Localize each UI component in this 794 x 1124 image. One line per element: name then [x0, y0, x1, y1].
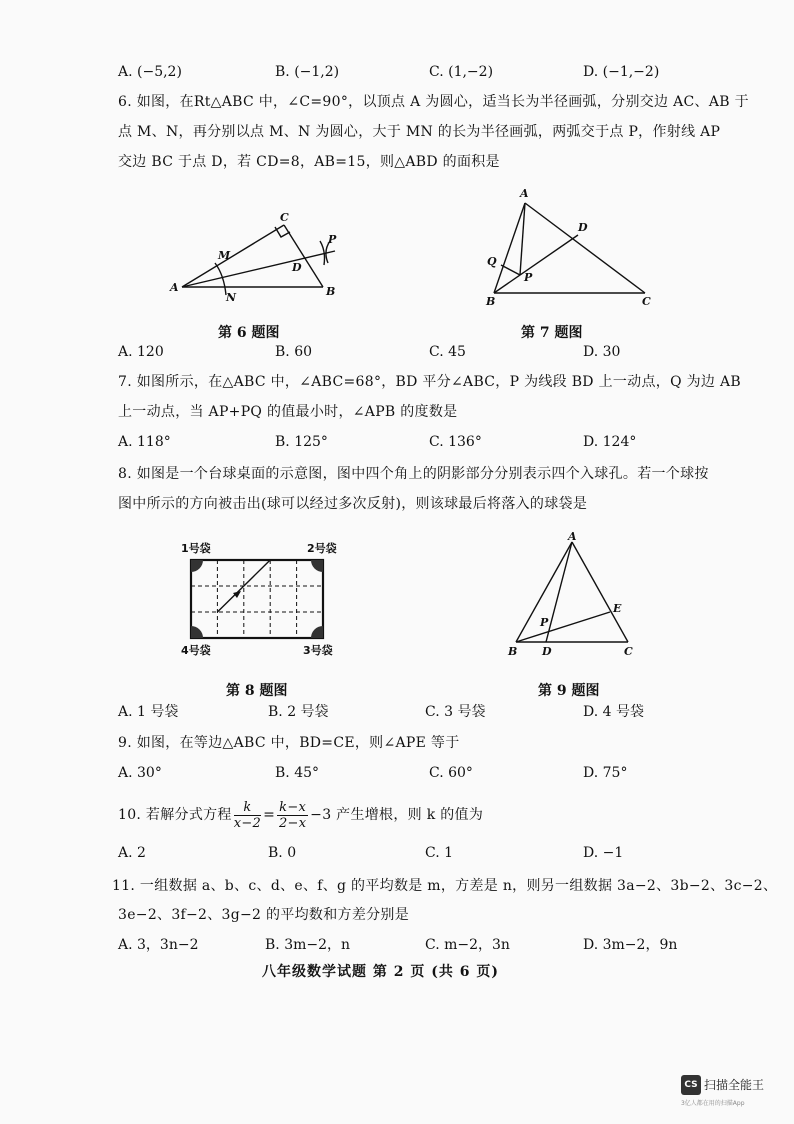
figure-9	[500, 530, 645, 660]
fig6-segment-ac	[182, 225, 284, 287]
fig8-pocket-1-label: 1号袋	[181, 542, 211, 555]
fig7-label-p: P	[524, 271, 533, 284]
scanner-watermark	[681, 1074, 764, 1107]
q6-option-d: D. 30	[583, 344, 621, 360]
q5-option-c: C. (1,−2)	[429, 64, 494, 80]
q10-prefix: 10. 若解分式方程	[118, 807, 232, 823]
q8-option-b: B. 2 号袋	[268, 704, 329, 720]
fig6-label-c: C	[280, 211, 289, 224]
fig7-label-q: Q	[487, 255, 497, 268]
q8-line-2: 图中所示的方向被击出(球可以经过多次反射)，则该球最后将落入的球袋是	[118, 496, 588, 512]
fig7-caption: 第 7 题图	[521, 325, 583, 341]
fig7-segment-bd	[494, 235, 578, 293]
fig7-label-c: C	[642, 295, 651, 308]
q10-frac2-den: 2−x	[278, 815, 307, 831]
q5-option-d: D. (−1,−2)	[583, 64, 660, 80]
fig8-caption: 第 8 题图	[226, 683, 288, 699]
fig8-pocket-4-label: 4号袋	[181, 644, 211, 657]
q10-suffix: −3 产生增根，则 k 的值为	[310, 807, 484, 823]
scanner-slogan: 3亿人都在用的扫描App	[680, 1099, 745, 1107]
q9-option-d: D. 75°	[583, 765, 628, 781]
q11-line-1: 11. 一组数据 a、b、c、d、e、f、g 的平均数是 m，方差是 n，则另一组数据 3a−2、3b−2、3c−2、	[112, 878, 778, 894]
fig6-arc-p1	[320, 241, 325, 265]
q10-fraction-1	[234, 800, 261, 831]
q6-line-3: 交边 BC 于点 D，若 CD=8，AB=15，则△ABD 的面积是	[118, 154, 500, 170]
fig7-label-a: A	[520, 187, 529, 200]
fig9-segment-ac	[572, 542, 628, 642]
fig7-segment-ac	[525, 203, 645, 293]
q6-option-a: A. 120	[118, 344, 164, 360]
fig9-segment-ad	[546, 542, 572, 642]
fig8-pocket-2	[311, 560, 323, 572]
q10-option-a: A. 2	[118, 845, 146, 861]
fig7-label-d: D	[578, 221, 588, 234]
q10-option-d: D. −1	[583, 845, 624, 861]
q11-option-d: D. 3m−2，9n	[583, 937, 678, 953]
q10-option-b: B. 0	[268, 845, 297, 861]
fig9-label-c: C	[624, 645, 633, 658]
q8-option-d: D. 4 号袋	[583, 704, 644, 720]
fig6-label-b: B	[326, 285, 336, 298]
fig6-label-p: P	[328, 233, 337, 246]
fig8-table	[191, 560, 323, 638]
q10-equals: =	[263, 807, 276, 823]
q10-frac1-den: x−2	[233, 815, 262, 831]
fig8-pocket-2-label: 2号袋	[307, 542, 337, 555]
fig8-pocket-3-label: 3号袋	[303, 644, 333, 657]
fig6-label-m: M	[218, 249, 231, 262]
q6-option-b: B. 60	[275, 344, 313, 360]
q5-option-a: A. (−5,2)	[118, 64, 182, 80]
q11-option-a: A. 3，3n−2	[118, 937, 199, 953]
fig6-caption: 第 6 题图	[218, 325, 280, 341]
fig6-label-a: A	[170, 281, 179, 294]
fig6-label-n: N	[226, 291, 237, 304]
fig9-label-e: E	[613, 602, 622, 615]
fig9-label-b: B	[508, 645, 518, 658]
fig9-caption: 第 9 题图	[538, 683, 600, 699]
fig7-label-b: B	[486, 295, 496, 308]
page-footer: 八年级数学试题 第 2 页 (共 6 页)	[262, 964, 499, 980]
scanner-logo-icon: CS	[681, 1075, 701, 1095]
q5-option-b: B. (−1,2)	[275, 64, 340, 80]
q11-option-c: C. m−2，3n	[425, 937, 510, 953]
q7-option-a: A. 118°	[118, 434, 171, 450]
fig7-segment-pq	[501, 265, 520, 275]
figure-7	[480, 185, 655, 310]
q10-fraction-2	[277, 800, 308, 831]
q9-line-1: 9. 如图，在等边△ABC 中，BD=CE，则∠APE 等于	[118, 735, 460, 751]
q9-option-a: A. 30°	[118, 765, 162, 781]
fig8-pocket-1	[191, 560, 203, 572]
q8-option-a: A. 1 号袋	[118, 704, 179, 720]
fig9-label-a: A	[568, 530, 577, 543]
scanner-name: 扫描全能王	[703, 1078, 764, 1092]
q7-option-b: B. 125°	[275, 434, 328, 450]
q10-line	[118, 798, 483, 832]
figure-6	[160, 205, 350, 305]
q7-option-c: C. 136°	[429, 434, 482, 450]
fig6-segment-cb	[284, 225, 323, 287]
q10-frac1-num: k	[234, 800, 261, 816]
q6-line-1: 6. 如图，在Rt△ABC 中，∠C=90°，以顶点 A 为圆心，适当长为半径画弧，分别交边 AC、AB 于	[118, 94, 749, 110]
q9-option-c: C. 60°	[429, 765, 473, 781]
fig9-label-d: D	[542, 645, 552, 658]
q11-line-2: 3e−2、3f−2、3g−2 的平均数和方差分别是	[118, 907, 410, 923]
q6-option-c: C. 45	[429, 344, 466, 360]
q7-option-d: D. 124°	[583, 434, 637, 450]
q7-line-1: 7. 如图所示，在△ABC 中，∠ABC=68°，BD 平分∠ABC，P 为线段 BD 上一动点，Q 为边 AB	[118, 374, 741, 390]
q10-option-c: C. 1	[425, 845, 454, 861]
q6-line-2: 点 M、N，再分别以点 M、N 为圆心，大于 MN 的长为半径画弧，两弧交于点 P，作射线 AP	[118, 124, 721, 140]
q10-frac2-num: k−x	[279, 799, 307, 815]
fig8-pocket-4	[191, 626, 203, 638]
q11-option-b: B. 3m−2，n	[265, 937, 351, 953]
q8-option-c: C. 3 号袋	[425, 704, 486, 720]
q9-option-b: B. 45°	[275, 765, 320, 781]
q7-line-2: 上一动点，当 AP+PQ 的值最小时，∠APB 的度数是	[118, 404, 458, 420]
q8-line-1: 8. 如图是一个台球桌面的示意图，图中四个角上的阴影部分分别表示四个入球孔。若一个球按	[118, 466, 709, 482]
fig6-label-d: D	[292, 261, 302, 274]
fig9-label-p: P	[540, 616, 549, 629]
fig7-segment-ab	[494, 203, 525, 293]
figure-8	[175, 538, 350, 660]
fig8-pocket-3	[311, 626, 323, 638]
